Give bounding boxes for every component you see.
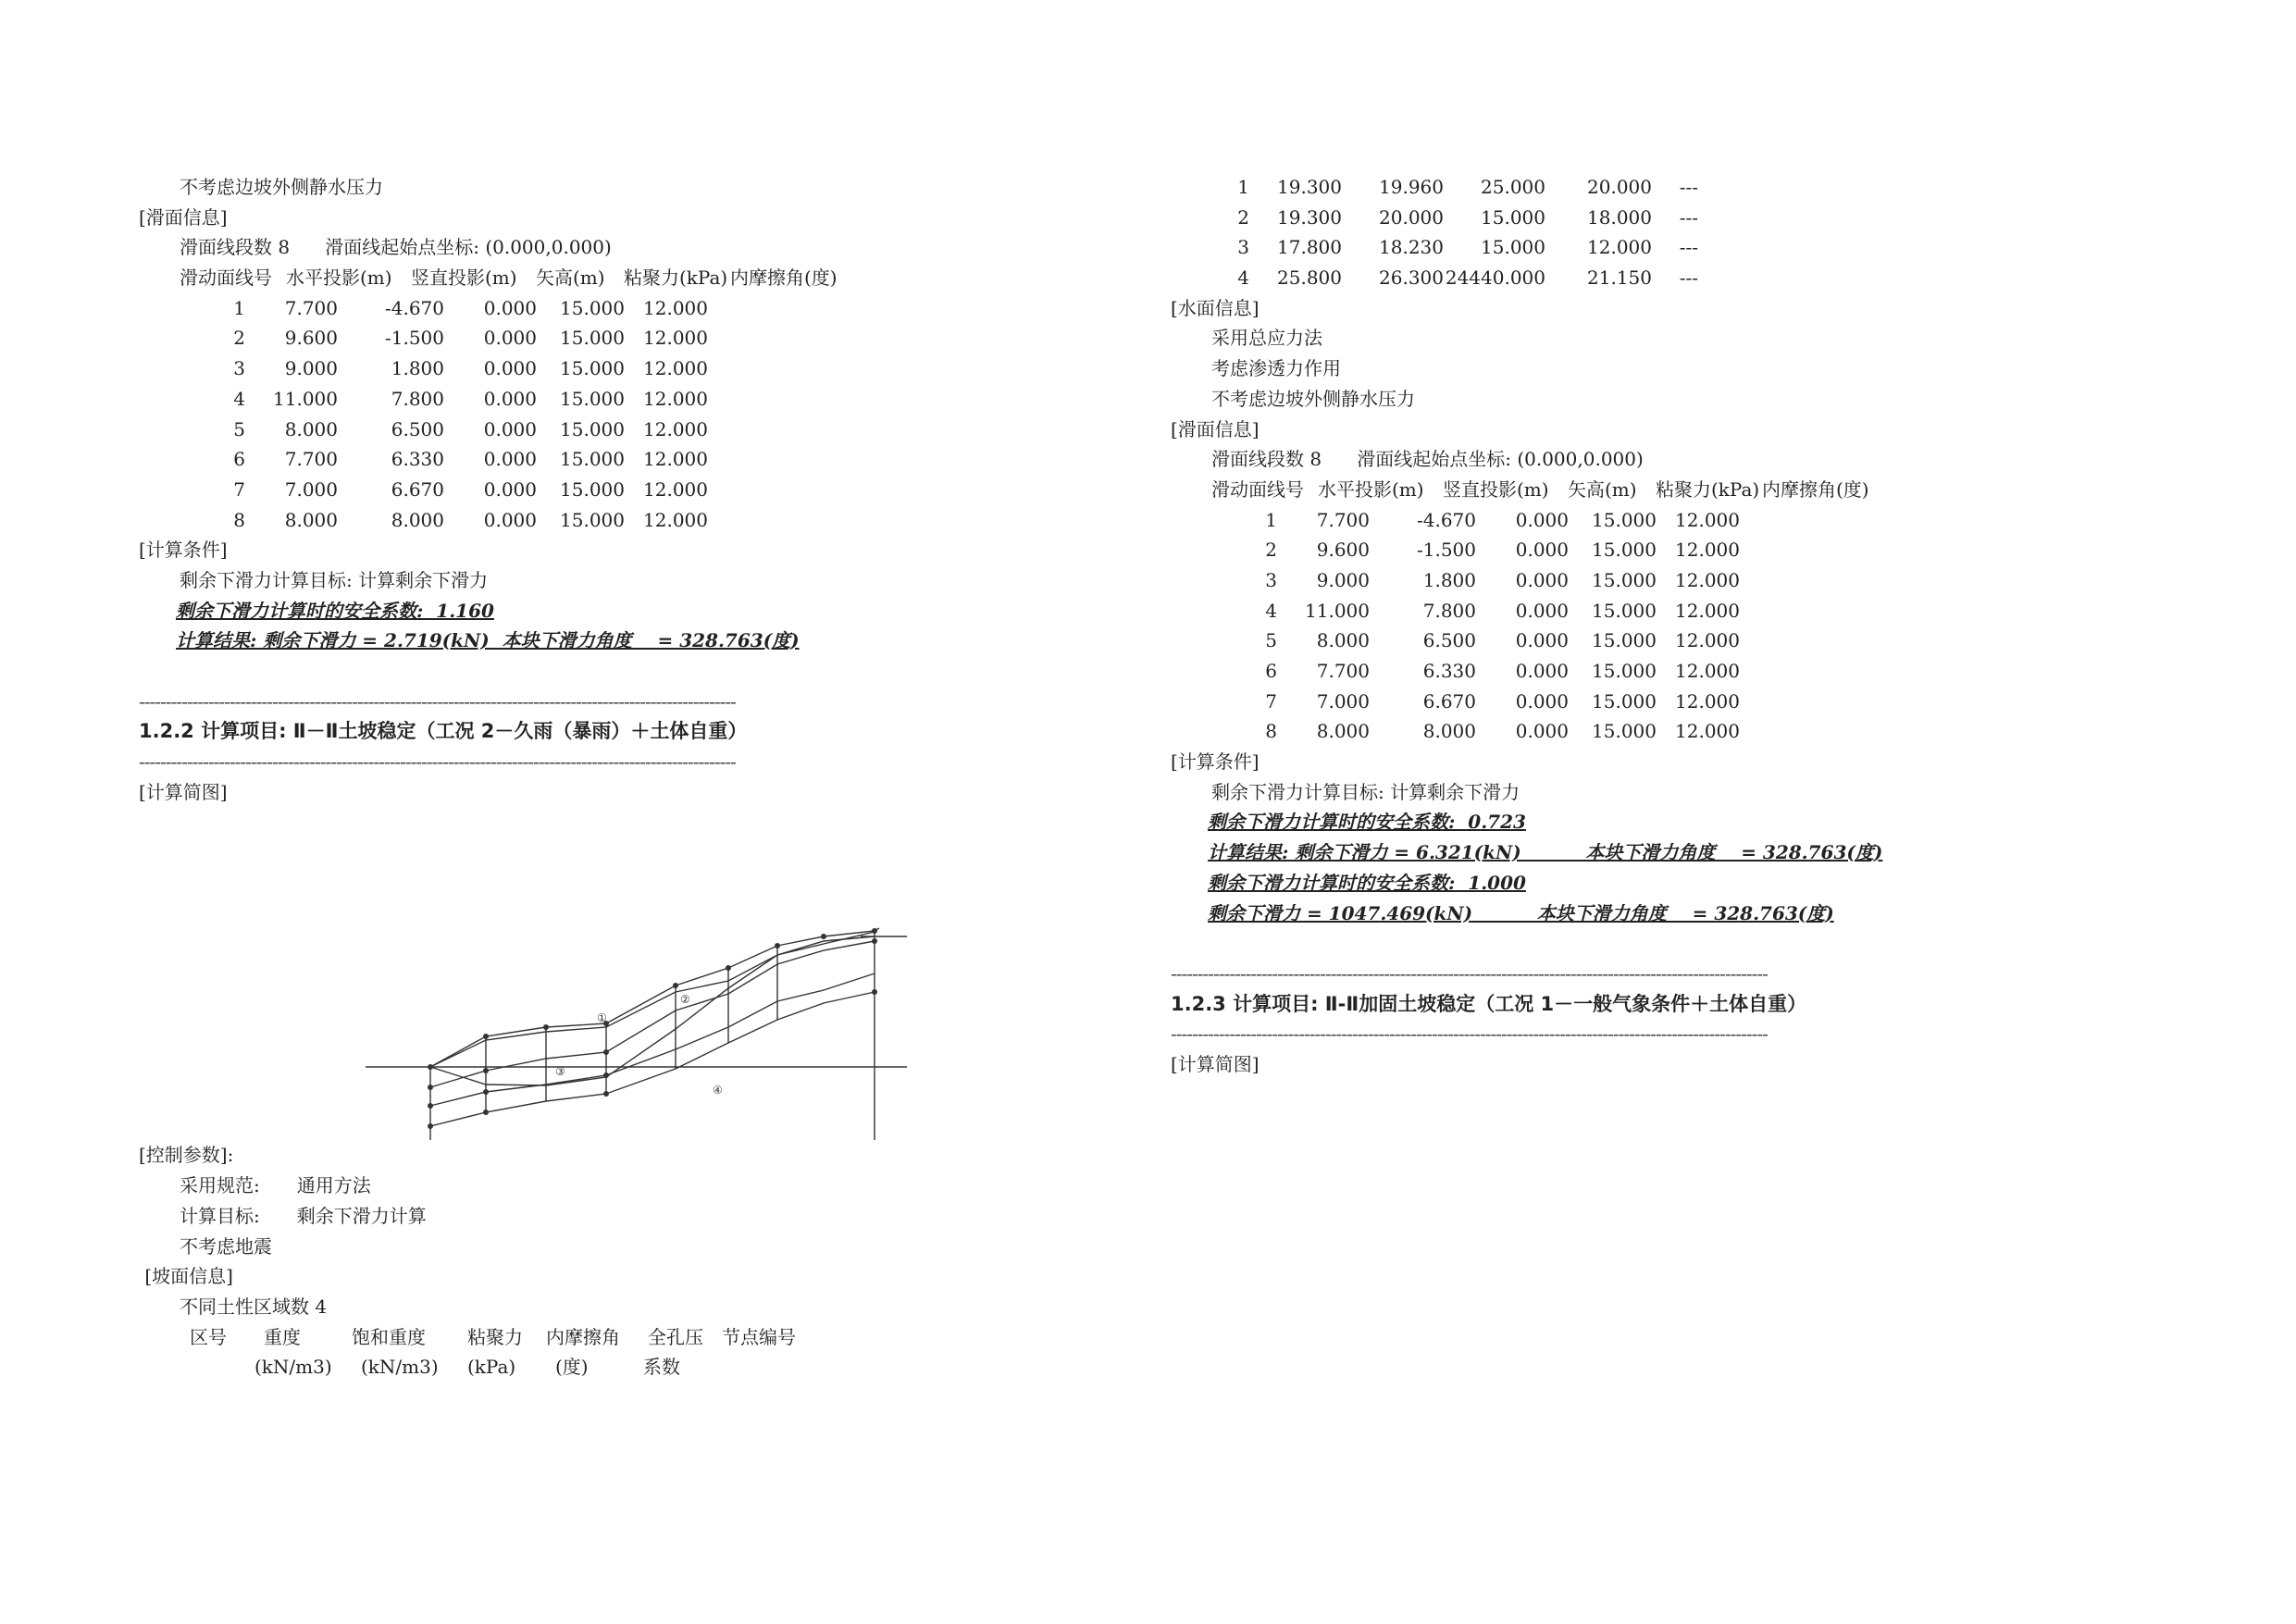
table-cell: 18.230 [1379,236,1444,259]
table-cell: 18.000 [1587,205,1652,229]
calc-result-text: 计算结果: 剩余下滑力 = 2.719(kN) 本块下滑力角度 = 328.763(度) [176,629,800,652]
table-cell: 8.000 [284,508,338,531]
table-cell: 7.700 [284,448,338,471]
column-header: 粘聚力(kPa) [624,267,728,290]
table-cell: 12.000 [1675,568,1740,591]
column-header: (kPa) [467,1356,516,1379]
table-cell: 2 [1265,539,1277,562]
table-cell: 0.000 [1515,629,1569,652]
safety-factor-text: 剩余下滑力计算时的安全系数: 0.723 [1208,811,1526,834]
section-title: 1.2.3 计算项目: Ⅱ-Ⅱ加固土坡稳定（工况 1－一般气象条件＋土体自重） [1171,992,1807,1015]
table-cell: 2 [1237,205,1249,229]
slip-table-header [139,263,1120,293]
table-cell: --- [1679,205,1698,229]
table-cell: 0.000 [1515,508,1569,531]
calc-target-text: 剩余下滑力计算目标: 计算剩余下滑力 [180,568,489,591]
region-label: ② [680,993,690,1007]
table-cell: 0.000 [1515,568,1569,591]
table-cell: 12.000 [1675,720,1740,743]
table-cell: 2 [233,327,245,350]
table-row [139,384,1120,415]
no-external-water-text: 不考虑边坡外侧静水压力 [1211,387,1415,410]
table-cell: 15.000 [560,448,625,471]
table-cell: 9.000 [1316,568,1370,591]
table-cell: 15.000 [1592,660,1657,682]
table-cell: 15.000 [1592,599,1657,622]
table-cell: 17.800 [1277,236,1342,259]
no-external-water-text: 不考虑边坡外侧静水压力 [180,176,383,198]
table-cell: 8 [233,508,245,531]
table-cell: 15.000 [560,508,625,531]
table-row [139,293,1120,324]
code-label: 采用规范: [180,1174,260,1197]
table-cell: 15.000 [1592,508,1657,531]
table-cell: 7.800 [1422,599,1476,622]
column-header: 区号 [190,1325,227,1348]
goal-row [139,1201,1120,1232]
water-info-header: [水面信息] [1171,296,1260,319]
code-value: 通用方法 [296,1174,371,1197]
separator-line: ---------------------------------------------------------------------------------------------------------------- [1171,1023,1768,1046]
table-cell: 0.000 [483,387,537,410]
slope-diagram-svg [139,807,1120,1140]
table-cell: 1 [1265,508,1277,531]
table-cell: 3 [1237,236,1249,259]
table-cell: 1.800 [391,357,444,380]
calc-condition-header: [计算条件] [1171,750,1260,774]
table-cell: 12.000 [643,327,708,350]
column-header: (度) [555,1356,589,1379]
table-row [1171,232,2152,263]
table-cell: 12.000 [643,357,708,380]
table-cell: -4.670 [384,296,444,319]
calc-target-text: 剩余下滑力计算目标: 计算剩余下滑力 [1211,780,1520,803]
table-cell: 4 [1265,599,1277,622]
table-row [139,323,1120,353]
table-cell: -4.670 [1416,508,1476,531]
table-cell: 6.670 [1422,689,1476,713]
table-cell: 6.330 [1422,660,1476,682]
column-header: 水平投影(m) [1318,477,1424,501]
table-cell: 25.800 [1277,267,1342,290]
table-cell: 11.000 [273,387,338,410]
right-column [1171,172,2152,1080]
column-header: 全孔压 [648,1325,703,1348]
table-cell: 8.000 [391,508,444,531]
safety-factor-text: 剩余下滑力计算时的安全系数: 1.160 [176,599,494,622]
table-cell: 7.700 [284,296,338,319]
table-cell: --- [1679,236,1698,259]
table-cell: 0.000 [1515,689,1569,713]
soil-table-units [139,1352,1120,1382]
code-row [139,1171,1120,1201]
table-cell: 12.000 [1675,629,1740,652]
table-cell: --- [1679,267,1698,290]
table-cell: 8.000 [1316,720,1370,743]
no-seismic-text: 不考虑地震 [180,1234,272,1258]
table-cell: 0.000 [483,477,537,501]
table-cell: 4 [233,387,245,410]
slip-info-header: [滑面信息] [139,205,228,229]
table-cell: 15.000 [1592,539,1657,562]
table-row [1171,172,2152,203]
table-row [1171,656,2152,687]
table-row [139,353,1120,384]
table-cell: 9.600 [1316,539,1370,562]
table-row [139,444,1120,475]
table-row [1171,505,2152,536]
column-header: 系数 [643,1356,680,1379]
table-row [1171,565,2152,596]
table-cell: 6.330 [391,448,444,471]
region-label: ④ [713,1084,723,1097]
table-cell: 15.000 [1592,568,1657,591]
separator-line: ---------------------------------------------------------------------------------------------------------------- [139,750,736,774]
table-cell: 3 [233,357,245,380]
table-cell: 15.000 [560,477,625,501]
table-cell: -1.500 [1416,539,1476,562]
column-header: 粘聚力(kPa) [1656,477,1760,501]
table-cell: 19.300 [1277,205,1342,229]
table-cell: 15.000 [1592,689,1657,713]
column-header: 内摩擦角 [546,1325,620,1348]
diagram-header: [计算简图] [139,780,228,803]
table-cell: 12.000 [1675,599,1740,622]
table-cell: 6 [1265,660,1277,682]
column-header: 滑动面线号 [1211,477,1304,501]
goal-value: 剩余下滑力计算 [296,1204,427,1227]
region-label: ① [597,1011,607,1025]
table-cell: 3 [1265,568,1277,591]
table-cell: 12.000 [1675,539,1740,562]
table-cell: 7.000 [284,477,338,501]
table-row [1171,716,2152,747]
separator-line: ---------------------------------------------------------------------------------------------------------------- [1171,961,1768,985]
column-header: 竖直投影(m) [411,267,517,290]
table-cell: 25.000 [1481,176,1545,198]
table-cell: -1.500 [384,327,444,350]
table-cell: 15.000 [1481,236,1545,259]
table-cell: 12.000 [643,296,708,319]
table-cell: 7.800 [391,387,444,410]
table-cell: 12.000 [643,448,708,471]
table-cell: 0.000 [1515,660,1569,682]
table-cell: 0.000 [483,357,537,380]
table-cell: 6.670 [391,477,444,501]
table-cell: 7 [233,477,245,501]
table-cell: 0.000 [483,296,537,319]
table-row [1171,687,2152,717]
soil-count-text: 不同土性区域数 4 [180,1295,328,1318]
table-cell: 15.000 [1592,629,1657,652]
table-cell: 15.000 [560,417,625,440]
column-header: 粘聚力 [467,1325,523,1348]
table-cell: 6.500 [1422,629,1476,652]
table-cell: 0.000 [1515,599,1569,622]
soil-table-header [139,1322,1120,1353]
column-header: 竖直投影(m) [1443,477,1549,501]
diagram-header: [计算简图] [1171,1052,1260,1075]
slope-diagram [139,807,1120,1140]
table-cell: 26.300 [1379,267,1444,290]
table-cell: 12.000 [643,477,708,501]
calc-condition-header: [计算条件] [139,539,228,562]
soil-table [1171,172,2152,293]
column-header: 重度 [264,1325,301,1348]
slip-info-header: [滑面信息] [1171,417,1260,440]
column-header: 内摩擦角(度) [1762,477,1869,501]
column-header: 节点编号 [722,1325,796,1348]
table-cell: 9.000 [284,357,338,380]
safety-factor-text-2: 剩余下滑力计算时的安全系数: 1.000 [1208,871,1526,894]
table-cell: 15.000 [1592,720,1657,743]
table-cell: 1 [233,296,245,319]
table-cell: 5 [1265,629,1277,652]
table-cell: 8.000 [1316,629,1370,652]
table-cell: 1.800 [1422,568,1476,591]
column-header: (kN/m3) [254,1356,332,1379]
table-cell: 5 [233,417,245,440]
table-cell: 12.000 [1675,689,1740,713]
table-cell: 12.000 [643,387,708,410]
table-cell: 12.000 [1587,236,1652,259]
left-column [139,172,1120,1382]
table-cell: 15.000 [1481,205,1545,229]
table-cell: --- [1679,176,1698,198]
table-cell: 11.000 [1305,599,1370,622]
column-header: 水平投影(m) [286,267,392,290]
column-header: 饱和重度 [352,1325,426,1348]
table-cell: 12.000 [643,417,708,440]
table-cell: 15.000 [560,296,625,319]
table-cell: 0.000 [483,417,537,440]
table-cell: 7.700 [1316,660,1370,682]
table-cell: 12.000 [1675,508,1740,531]
table-cell: 9.600 [284,327,338,350]
table-row [1171,626,2152,656]
table-cell: 8 [1265,720,1277,743]
table-cell: 6.500 [391,417,444,440]
column-header: 内摩擦角(度) [730,267,838,290]
table-cell: 0.000 [1515,720,1569,743]
table-cell: 15.000 [560,387,625,410]
table-cell: 0.000 [483,327,537,350]
table-row [1171,535,2152,565]
table-cell: 7.000 [1316,689,1370,713]
table-cell: 0.000 [483,508,537,531]
table-row [1171,596,2152,626]
calc-result-text-2: 剩余下滑力 = 1047.469(kN) 本块下滑力角度 = 328.763(度) [1208,901,1834,924]
table-cell: 1 [1237,176,1249,198]
table-cell: 8.000 [1422,720,1476,743]
column-header: (kN/m3) [361,1356,439,1379]
column-header: 矢高(m) [536,267,605,290]
total-stress-text: 采用总应力法 [1211,327,1322,350]
slip-table [1171,505,2152,748]
slope-info-header: [坡面信息] [139,1265,233,1288]
table-cell: 8.000 [284,417,338,440]
table-row [139,475,1120,505]
table-cell: 21.150 [1587,267,1652,290]
table-cell: 20.000 [1587,176,1652,198]
table-cell: 15.000 [560,357,625,380]
table-cell: 0.000 [483,448,537,471]
section-title: 1.2.2 计算项目: Ⅱ－Ⅱ土坡稳定（工况 2－久雨（暴雨）＋土体自重） [139,720,748,743]
table-cell: 19.960 [1379,176,1444,198]
region-label: ③ [555,1065,565,1079]
column-header: 矢高(m) [1568,477,1637,501]
slip-table-header [1171,475,2152,505]
goal-label: 计算目标: [180,1204,260,1227]
table-row [1171,263,2152,293]
table-cell: 19.300 [1277,176,1342,198]
slip-segments-text: 滑面线段数 8 滑面线起始点坐标: (0.000,0.000) [1211,448,1644,471]
table-cell: 4 [1237,267,1249,290]
calc-result-text: 计算结果: 剩余下滑力 = 6.321(kN) 本块下滑力角度 = 328.763(度) [1208,841,1883,864]
control-params-header: [控制参数]: [139,1144,234,1167]
table-row [139,505,1120,536]
table-cell: 6 [233,448,245,471]
table-cell: 7 [1265,689,1277,713]
table-cell: 15.000 [560,327,625,350]
column-header: 滑动面线号 [180,267,272,290]
table-cell: 20.000 [1379,205,1444,229]
slip-segments-text: 滑面线段数 8 滑面线起始点坐标: (0.000,0.000) [180,236,612,259]
table-row [1171,203,2152,233]
table-cell: 12.000 [643,508,708,531]
separator-line: ---------------------------------------------------------------------------------------------------------------- [139,689,736,713]
table-cell: 7.700 [1316,508,1370,531]
slip-table [139,293,1120,536]
table-cell: 0.000 [1515,539,1569,562]
table-row [139,415,1120,445]
table-cell: 24440.000 [1445,267,1545,290]
table-cell: 12.000 [1675,660,1740,682]
seepage-text: 考虑渗透力作用 [1211,357,1341,380]
